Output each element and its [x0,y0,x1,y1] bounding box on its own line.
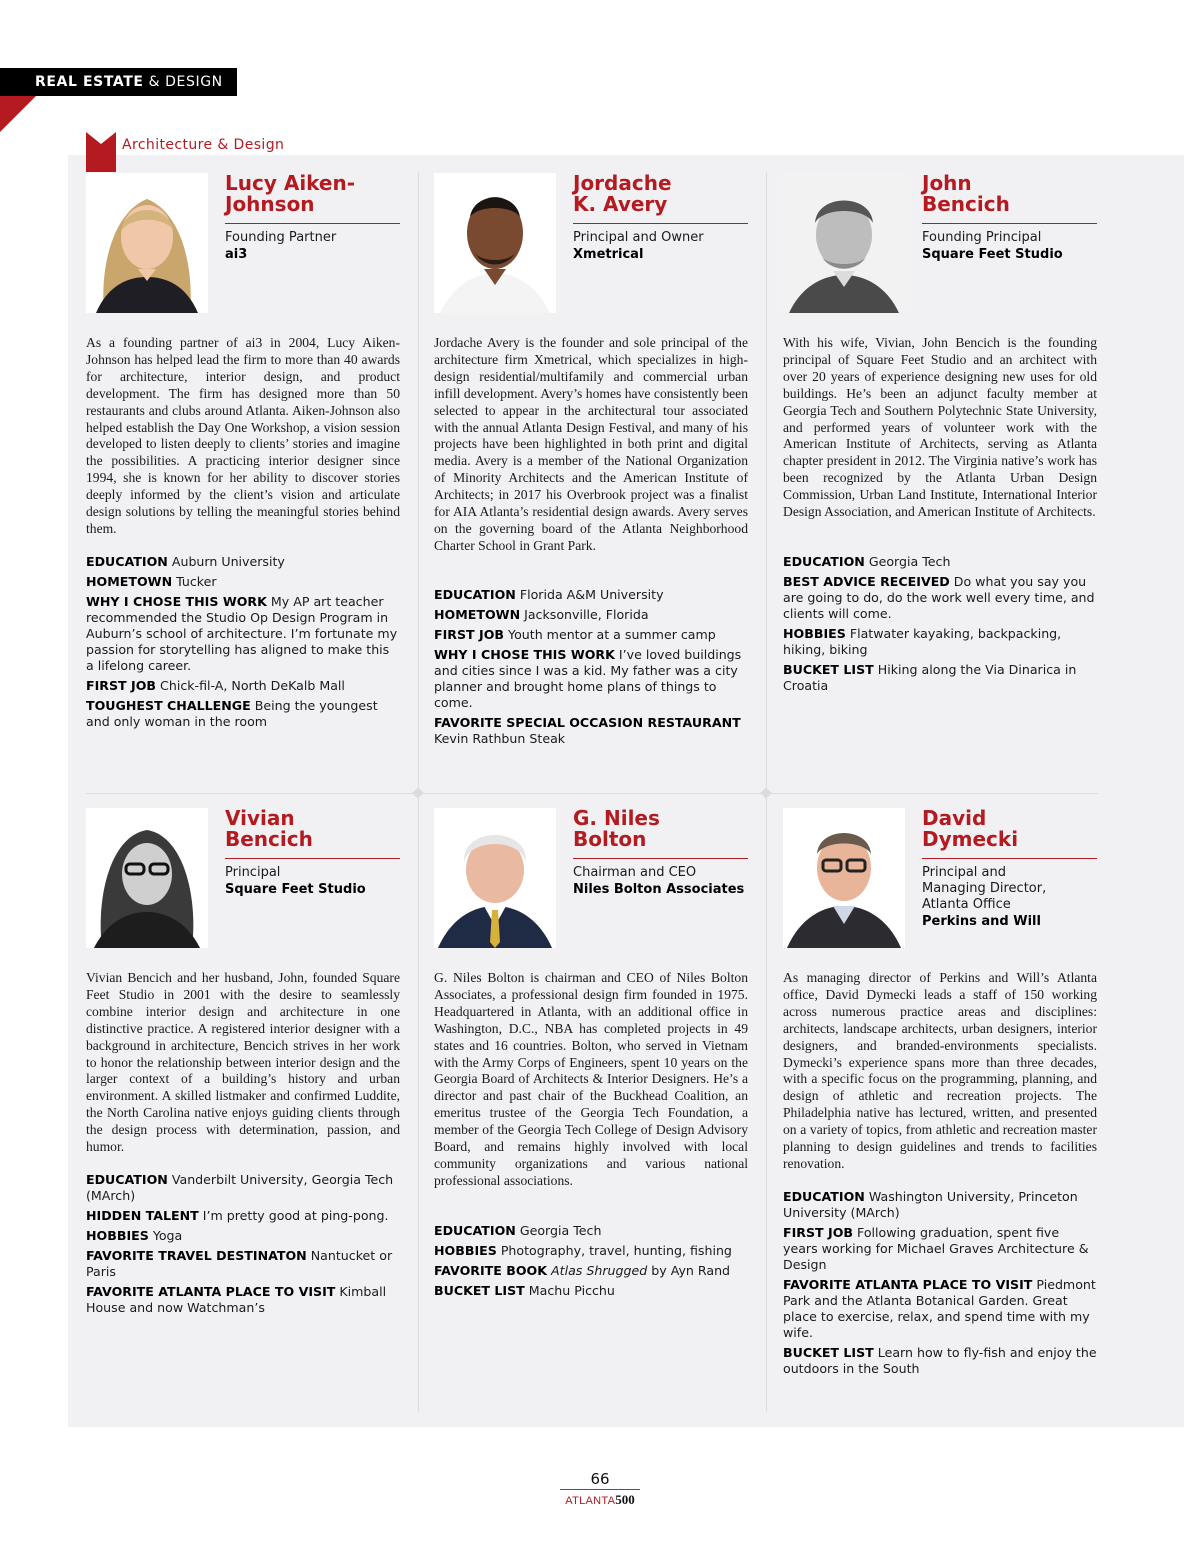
person-company: Square Feet Studio [225,882,366,897]
fact-item: FIRST JOB Youth mentor at a summer camp [434,627,716,642]
name-rule [922,858,1097,859]
name-rule [922,223,1097,224]
profile-card-david-dymecki [783,808,1097,1408]
fact-item: FIRST JOB Following graduation, spent five years working for Michael Graves Architecture & Design [783,1225,1089,1272]
person-name: Lucy Aiken- Johnson [225,171,356,216]
fact-item: HIDDEN TALENT I’m pretty good at ping-pong. [86,1208,389,1223]
fact-item: FIRST JOB Chick-fil-A, North DeKalb Mall [86,678,345,693]
fact-item: HOMETOWN Tucker [86,574,217,589]
person-title: Principal and Owner [573,230,704,245]
person-company: Niles Bolton Associates [573,882,745,897]
name-rule [573,223,748,224]
person-name: David Dymecki [922,806,1019,851]
portrait-photo [86,808,208,948]
category-bookmark-icon [86,132,116,172]
name-rule [573,858,748,859]
fact-item: HOBBIES Photography, travel, hunting, fishing [434,1243,732,1258]
profile-card-lucy-aiken-johnson [86,173,400,753]
person-bio: As managing director of Perkins and Will’s Atlanta office, David Dymecki leads a staff of 150 working across numerous practice areas and disciplines: architects, landscape architects, urban designers, interior designers, and branded-environments specialists. Dymecki’s experience spans more than three decades, with a specific focus on the programming, planning, and design of athletic and recreation projects. The Philadelphia native has lectured, written, and presented on a variety of topics, from athletic and recreation master planning to design guidelines and trends to facilities renovation. [783,970,1097,1171]
section-header [0,68,237,96]
section-label-bold: REAL ESTATE [35,74,144,90]
person-company: Xmetrical [573,247,644,262]
facts-list [434,1223,748,1303]
portrait-photo [434,173,556,313]
fact-item: TOUGHEST CHALLENGE Being the youngest and only woman in the room [86,698,378,729]
fact-item: BUCKET LIST Machu Picchu [434,1283,615,1298]
fact-item: WHY I CHOSE THIS WORK I’ve loved buildings and cities since I was a kid. My father was a city planner and brought home plans of things to come. [434,647,742,710]
person-title: Founding Principal [922,230,1042,245]
fact-item: EDUCATION Auburn University [86,554,285,569]
person-bio: As a founding partner of ai3 in 2004, Lucy Aiken-Johnson has helped lead the firm to more than 40 awards for architecture, interior design, and product development. The firm has designed more than 50 restaurants and clubs around Atlanta. Aiken-Johnson also helped establish the Day One Workshop, a vision session developed to listen deeply to clients’ stories and imagine the possibilities. A practicing interior designer since 1994, she is known for her ability to discover stories deeply informed by the client’s vision and articulate design solutions by telling the meaningful stories behind them. [86,335,400,536]
person-name: G. Niles Bolton [573,806,660,851]
fact-item: EDUCATION Georgia Tech [434,1223,602,1238]
person-title: Principal [225,865,281,880]
facts-list [86,1172,400,1320]
fact-item: EDUCATION Georgia Tech [783,554,951,569]
footer-brand: ATLANTA500 [565,1492,635,1507]
fact-item: EDUCATION Vanderbilt University, Georgia Tech (MArch) [86,1172,394,1203]
portrait-photo [783,173,905,313]
profile-card-john-bencich [783,173,1097,753]
person-company: Square Feet Studio [922,247,1063,262]
fact-item: FAVORITE TRAVEL DESTINATON Nantucket or Paris [86,1248,393,1279]
category-label: Architecture & Design [122,137,285,153]
fact-item: WHY I CHOSE THIS WORK My AP art teacher recommended the Studio Op Design Program in Auburn’s school of architecture. I’m fortunate my passion for storytelling has aligned to make this a lifelong career. [86,594,398,673]
corner-accent [0,96,36,132]
facts-list [434,587,748,751]
fact-item: FAVORITE ATLANTA PLACE TO VISIT Kimball House and now Watchman’s [86,1284,387,1315]
name-rule [225,858,400,859]
person-name: John Bencich [922,171,1010,216]
portrait-photo [434,808,556,948]
facts-list [86,554,400,734]
person-company: ai3 [225,247,248,262]
person-company: Perkins and Will [922,914,1041,929]
fact-item: FAVORITE SPECIAL OCCASION RESTAURANT Kevin Rathbun Steak [434,715,741,746]
person-bio: Vivian Bencich and her husband, John, founded Square Feet Studio in 2001 with the desire to seamlessly combine interior design and architecture in one distinctive practice. A registered interior designer with a background in architecture, Bencich strives in her work to honor the relationship between interior design and the larger context of a building’s history and urban environment. A skilled listmaker and confirmed Luddite, the North Carolina native enjoys guiding clients through the design process with determination, passion, and humor. [86,970,400,1155]
person-bio: Jordache Avery is the founder and sole principal of the architecture firm Xmetrical, which specializes in high-design residential/multifamily and commercial urban infill development. Avery’s homes have consistently been selected to appear in the architectural tour associated with the annual Atlanta Design Festival, and many of his projects have been highlighted in both print and digital media. Avery is a member of the National Organization of Minority Architects and the American Institute of Architects; in 2017 his Overbrook project was a finalist for AIA Atlanta’s residential design awards. Avery serves on the governing board of the Atlanta Neighborhood Charter School in Grant Park. [434,335,748,553]
portrait-photo [783,808,905,948]
fact-item: HOBBIES Flatwater kayaking, backpacking, hiking, biking [783,626,1062,657]
facts-list [783,1189,1097,1381]
person-title: Founding Partner [225,230,337,245]
person-title: Principal and Managing Director, Atlanta Office [922,865,1047,912]
fact-item: BEST ADVICE RECEIVED Do what you say you are going to do, do the work well every time, and clients will come. [783,574,1095,621]
person-bio: With his wife, Vivian, John Bencich is the founding principal of Square Feet Studio and an architect with over 20 years of experience designing new uses for old buildings. He’s been an adjunct faculty member at Georgia Tech and Southern Polytechnic State University, and performed years of volunteer work with the American Institute of Architects, serving as Atlanta chapter president in 2012. The Virginia native’s work has been recognized by the Atlanta Urban Design Commission, Urban Land Institute, International Interior Design Association, and American Institute of Architects. [783,335,1097,520]
facts-list [783,554,1097,698]
fact-item: HOMETOWN Jacksonville, Florida [434,607,649,622]
person-name: Jordache K. Avery [573,171,672,216]
profile-card-niles-bolton [434,808,748,1408]
row-divider [86,793,1098,794]
person-bio: G. Niles Bolton is chairman and CEO of Niles Bolton Associates, a professional design firm founded in 1975. Headquartered in Atlanta, with an additional office in Washington, D.C., NBA has completed projects in 49 states and 16 countries. Bolton, who served in Vietnam with the Army Corps of Engineers, spent 10 years on the Georgia Board of Architects & Interior Designers. He’s a director and past chair of the Buckhead Coalition, an emeritus trustee of the Georgia Tech Foundation, a member of the Georgia Tech College of Design Advisory Board, and remains highly involved with local community organizations and various national professional associations. [434,970,748,1188]
portrait-photo [86,173,208,313]
fact-item: FAVORITE BOOK Atlas Shrugged by Ayn Rand [434,1263,731,1278]
page-number-rule [560,1489,640,1490]
fact-item: EDUCATION Washington University, Princeton University (MArch) [783,1189,1078,1220]
person-title: Chairman and CEO [573,865,697,880]
page-number: 66 [590,1470,610,1488]
profile-card-vivian-bencich [86,808,400,1408]
fact-item: BUCKET LIST Learn how to fly-fish and enjoy the outdoors in the South [783,1345,1097,1376]
fact-item: EDUCATION Florida A&M University [434,587,664,602]
fact-item: HOBBIES Yoga [86,1228,183,1243]
section-label-rest: & DESIGN [143,74,223,90]
fact-item: FAVORITE ATLANTA PLACE TO VISIT Piedmont Park and the Atlanta Botanical Garden. Great place to exercise, relax, and spend time with my wife. [783,1277,1096,1340]
profile-card-jordache-avery [434,173,748,753]
name-rule [225,223,400,224]
fact-item: BUCKET LIST Hiking along the Via Dinarica in Croatia [783,662,1077,693]
person-name: Vivian Bencich [225,806,313,851]
